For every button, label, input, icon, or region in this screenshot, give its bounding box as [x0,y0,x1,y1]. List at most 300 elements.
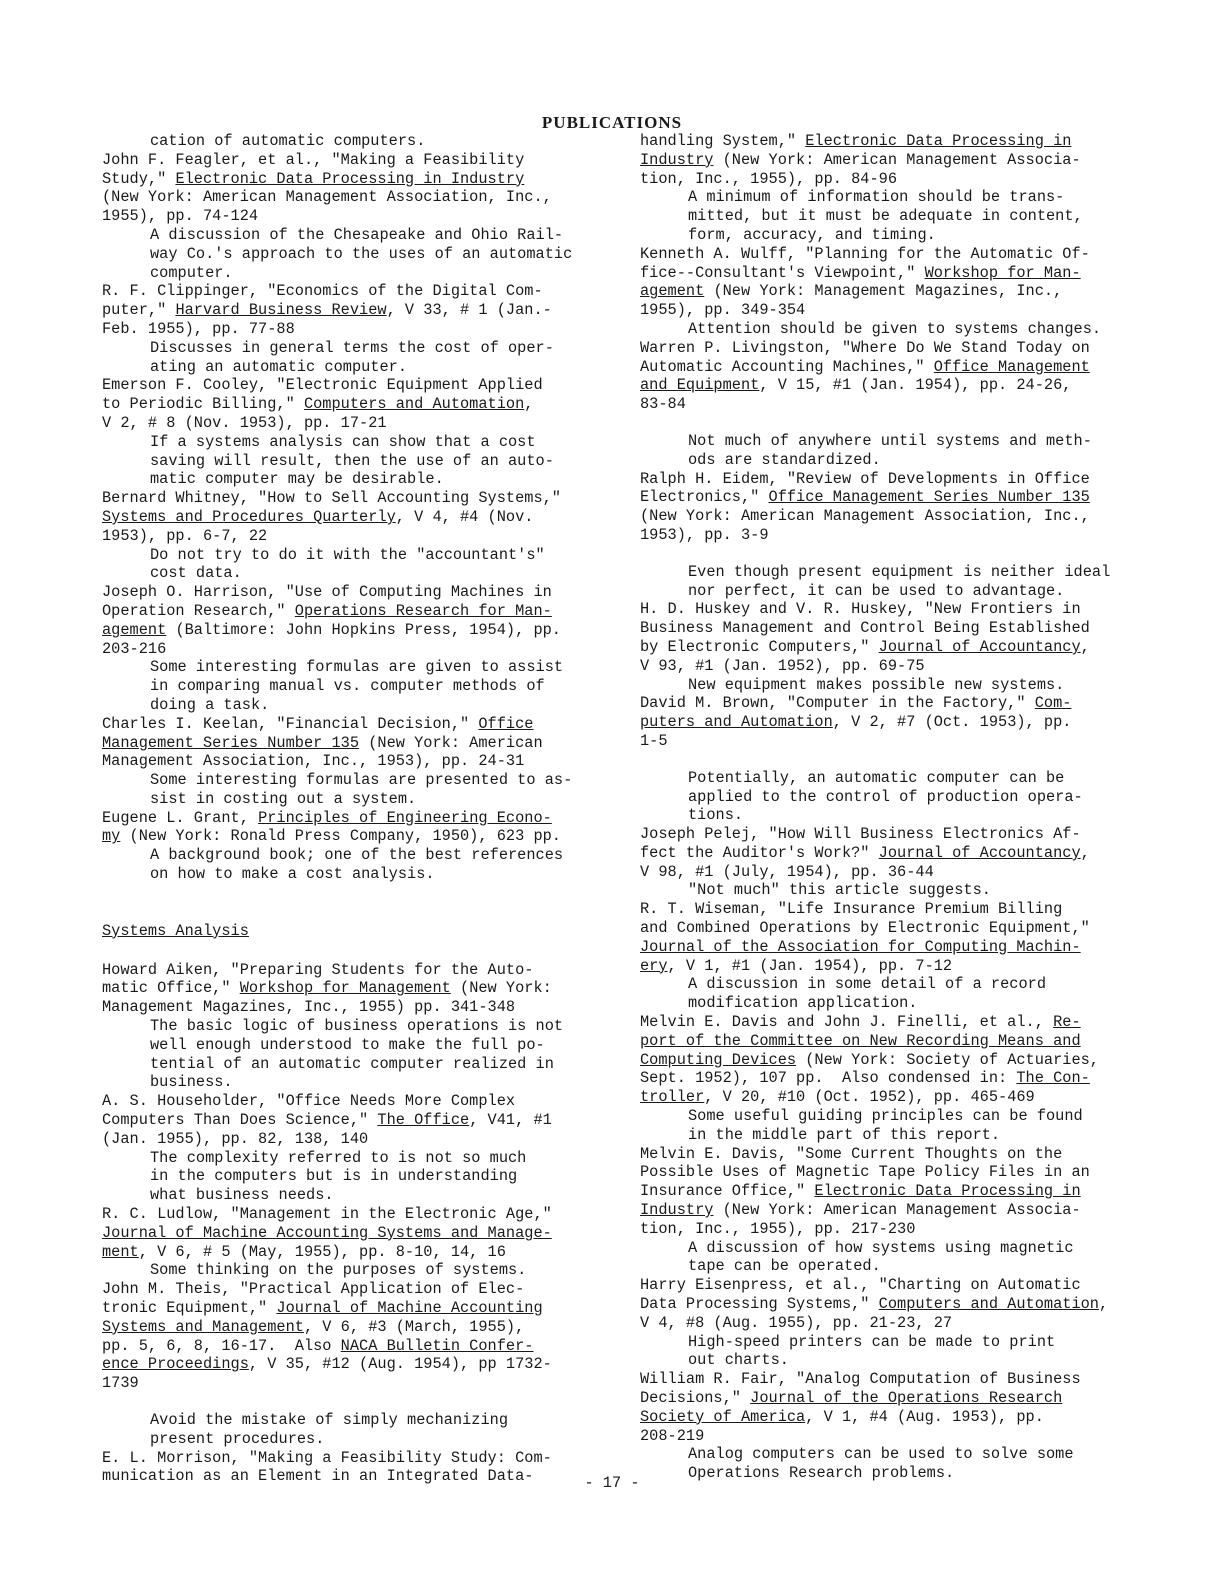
citation-line [640,132,1110,151]
annotation-line: business. [150,1073,233,1092]
bibliography-entry [640,132,1110,245]
citation-line [102,1130,572,1149]
bibliography-entry [102,583,572,715]
annotation-line: tape can be operated. [688,1257,881,1276]
annotation-line: A background book; one of the best references [150,846,564,865]
citation-line [640,395,1110,414]
citation-text: (New York: American Management Association, Inc., [102,188,552,207]
citation-line [640,1408,1110,1427]
citation-text: Management Magazines, Inc., 1955) pp. 341-348 [102,998,516,1017]
citation-text: , [1080,637,1090,656]
citation-line [640,1295,1110,1314]
citation-line [102,1449,572,1468]
citation-line [640,957,1110,976]
bibliography-entry [102,282,572,376]
citation-line [102,1205,572,1224]
citation-line [640,376,1110,395]
citation-text: , V 20, #10 (Oct. 1952), pp. 465-469 [704,1088,1035,1107]
bibliography-entry [640,1276,1110,1370]
annotation-line: matic computer may be desirable. [150,470,444,489]
citation-line [102,809,572,828]
citation-line [102,979,572,998]
section-header [102,922,572,941]
citation-text: William R. Fair, "Analog Computation of Business [640,1370,1081,1389]
publication-title: Electronic Data Processing in [814,1182,1081,1201]
entry-annotation [688,975,1110,1013]
citation-text: Decisions," [640,1389,751,1407]
bibliography-entry [102,489,572,583]
publication-title: Systems and Management [102,1317,304,1336]
citation-line [640,264,1110,283]
annotation-line: A discussion in some detail of a record [688,975,1047,994]
entry-annotation [150,1411,572,1449]
citation-text: Management Association, Inc., 1953), pp. 24-31 [102,752,525,771]
citation-text: Automatic Accounting Machines," [640,357,934,376]
citation-text: (New York: Ronald Press Company, 1950), 623 pp. [120,827,561,846]
left-column [102,132,572,1486]
citation-line [640,1069,1110,1088]
citation-line [102,752,572,771]
annotation-line: saving will result, then the use of an auto- [150,451,554,470]
citation-text: (Baltimore: John Hopkins Press, 1954), pp. [166,620,561,639]
citation-text: , V 6, #3 (March, 1955), [303,1317,525,1336]
citation-text: 1953), pp. 6-7, 22 [102,526,268,545]
citation-line [640,657,1110,676]
annotation-line: what business needs. [150,1186,334,1205]
bibliography-entry [640,339,1110,470]
page-title: PUBLICATIONS [541,113,683,132]
citation-line [102,301,572,320]
citation-text: 1953), pp. 3-9 [640,525,769,544]
citation-text: A. S. Householder, "Office Needs More Complex [102,1092,516,1111]
citation-line [102,602,572,621]
annotation-line: tential of an automatic computer realized in [150,1054,554,1073]
publication-title: Journal of Machine Accounting [276,1299,543,1318]
citation-text: 1739 [102,1374,139,1393]
citation-line [640,619,1110,638]
citation-text: , V 1, #4 (Aug. 1953), pp. [805,1407,1044,1426]
citation-text: Sept. 1952), 107 pp. Also condensed in: [640,1069,1017,1088]
citation-text: handling System," [640,132,806,150]
citation-text: , V41, #1 [469,1111,552,1130]
citation-line [102,395,572,414]
publication-title: ery [640,956,668,975]
citation-text: Computers Than Does Science," [102,1111,378,1130]
citation-line [640,732,1110,751]
citation-text: 1955), pp. 349-354 [640,301,806,320]
citation-line [102,527,572,546]
citation-text: 208-219 [640,1426,705,1445]
citation-line [102,827,572,846]
citation-line [640,358,1110,377]
annotation-line: way Co.'s approach to the uses of an automatic [150,244,573,263]
citation-line [640,507,1110,526]
bibliography-entry [102,376,572,489]
annotation-line: Some interesting formulas are presented to as- [150,771,573,790]
annotation-line: mitted, but it must be adequate in content, [688,207,1083,226]
annotation-line: Some thinking on the purposes of systems. [150,1261,527,1280]
citation-text: , V 35, #12 (Aug. 1954), pp 1732- [248,1355,552,1374]
citation-line [102,734,572,753]
annotation-line: New equipment makes possible new systems. [688,675,1065,694]
annotation-line: Operations Research problems. [688,1464,955,1483]
citation-text: fice--Consultant's Viewpoint," [640,263,925,282]
bibliography-entry [640,1370,1110,1483]
annotation-line: Some interesting formulas are given to assist [150,658,564,677]
annotation-line: Not much of anywhere until systems and meth- [688,431,1092,450]
publication-title: agement [640,282,705,301]
annotation-line: out charts. [688,1351,789,1370]
citation-line [640,245,1110,264]
citation-text: 1955), pp. 74-124 [102,207,259,226]
publication-title: Workshop for Man- [924,263,1081,282]
citation-line [102,961,572,980]
entry-annotation [688,881,1110,900]
citation-line [640,1370,1110,1389]
entry-annotation [150,1261,572,1280]
section-heading: Systems Analysis [102,921,249,940]
bibliography-entry [102,151,572,283]
citation-text: Feb. 1955), pp. 77-88 [102,319,295,338]
annotation-line: Some useful guiding principles can be found [688,1107,1083,1126]
entry-annotation [150,1017,572,1092]
annotation-line: Potentially, an automatic computer can be [688,768,1065,787]
publication-title: Computers and Automation [878,1295,1099,1314]
citation-text: Study," [102,169,176,188]
entry-annotation [150,226,572,282]
citation-line [102,207,572,226]
annotation-line: present procedures. [150,1429,325,1448]
publication-title: Industry [640,150,714,169]
citation-line [640,488,1110,507]
citation-text: Operation Research," [102,601,295,620]
continued-annotation: cation of automatic computers. [150,132,426,150]
citation-text: 1-5 [640,731,668,750]
annotation-line: A discussion of the Chesapeake and Ohio Rail- [150,225,564,244]
annotation-line: Analog computers can be used to solve some [688,1445,1074,1464]
citation-text: , V 4, #4 (Nov. [395,507,534,526]
annotation-line: modification application. [688,994,918,1013]
publication-title: my [102,827,121,846]
entry-annotation [688,676,1110,695]
citation-line [102,282,572,301]
citation-text: Charles I. Keelan, "Financial Decision," [102,714,479,733]
citation-line [640,938,1110,957]
annotation-line: High-speed printers can be made to print [688,1332,1056,1351]
citation-text: (New York: American Management Associa- [713,1201,1081,1220]
citation-line [102,583,572,602]
annotation-line: A discussion of how systems using magnetic [688,1238,1074,1257]
publication-title: Computers and Automation [303,395,525,414]
citation-text: Possible Uses of Magnetic Tape Policy Files in an [640,1163,1090,1182]
citation-text: Ralph H. Eidem, "Review of Developments in Office [640,469,1090,488]
citation-line [102,414,572,433]
citation-line [640,694,1110,713]
citation-text: (New York: American Management Associa- [713,150,1081,169]
citation-text: Harry Eisenpress, et al., "Charting on Automatic [640,1276,1081,1295]
bibliography-entry [640,694,1110,825]
citation-line [640,1145,1110,1164]
citation-text: , V 33, # 1 (Jan.- [386,301,552,320]
entry-annotation [150,546,572,584]
citation-line [102,151,572,170]
bibliography-entry [640,1013,1110,1145]
entry-annotation [688,1107,1110,1145]
citation-text: , V 1, #1 (Jan. 1954), pp. 7-12 [667,956,953,975]
citation-line [640,638,1110,657]
citation-text: (New York: American Management Association, Inc., [640,507,1090,526]
citation-text: matic Office," [102,979,240,998]
annotation-line: "Not much" this article suggests. [688,881,991,900]
citation-text: tion, Inc., 1955), pp. 84-96 [640,169,898,188]
annotation-line: sist in costing out a system. [150,789,417,808]
citation-line [640,1051,1110,1070]
entry-annotation [150,771,572,809]
publication-title: port of the Committee on New Recording Means and [640,1031,1081,1050]
annotation-line: well enough understood to make the full po- [150,1035,545,1054]
annotation-line: form, accuracy, and timing. [688,225,936,244]
citation-text: munication as an Element in an Integrated Data- [102,1467,534,1486]
citation-line [102,998,572,1017]
citation-line [102,1299,572,1318]
citation-line [640,600,1110,619]
publication-title: Re- [1053,1013,1081,1032]
citation-text: Howard Aiken, "Preparing Students for the Auto- [102,960,534,979]
citation-line [640,1220,1110,1239]
bibliography-entry [640,600,1110,694]
citation-line [102,640,572,659]
publication-title: Society of America [640,1407,806,1426]
citation-text: Joseph Pelej, "How Will Business Electronics Af- [640,825,1081,844]
right-column [640,132,1110,1483]
citation-line [640,1201,1110,1220]
bibliography-entry [640,245,1110,339]
citation-text: , V 6, # 5 (May, 1955), pp. 8-10, 14, 16 [138,1242,506,1261]
bibliography-entry [640,1145,1110,1277]
citation-line [640,282,1110,301]
citation-line [640,339,1110,358]
citation-text: Business Management and Control Being Established [640,619,1090,638]
citation-line [102,1092,572,1111]
publication-title: Journal of Machine Accounting Systems and Manage- [102,1223,552,1242]
publication-title: Journal of the Operations Research [750,1389,1063,1407]
citation-text: , V 15, #1 (Jan. 1954), pp. 24-26, [759,376,1072,395]
annotation-line: in the middle part of this report. [688,1125,1001,1144]
annotation-line: The basic logic of business operations is not [150,1017,564,1036]
entry-annotation [688,769,1110,825]
citation-text: , [524,395,534,414]
citation-text: Insurance Office," [640,1182,815,1201]
citation-line [102,188,572,207]
annotation-line: cost data. [150,564,242,583]
publication-title: agement [102,620,167,639]
citation-line [102,715,572,734]
citation-text: Kenneth A. Wulff, "Planning for the Automatic Of- [640,244,1090,263]
annotation-line: Do not try to do it with the "accountant's" [150,545,545,564]
citation-text: Warren P. Livingston, "Where Do We Stand Today on [640,338,1090,357]
citation-line [102,1337,572,1356]
citation-text: tronic Equipment," [102,1299,277,1318]
citation-line [640,919,1110,938]
entry-annotation [150,339,572,377]
citation-text: V 2, # 8 (Nov. 1953), pp. 17-21 [102,413,387,432]
publication-title: and Equipment [640,376,760,395]
publication-title: Journal of the Association for Computing Machin- [640,937,1081,956]
citation-text: V 4, #8 (Aug. 1955), pp. 21-23, 27 [640,1313,953,1332]
annotation-line: The complexity referred to is not so much [150,1148,527,1167]
citation-line [640,301,1110,320]
citation-line [640,1314,1110,1333]
publication-title: Principles of Engineering Econo- [258,808,552,827]
citation-line [102,1355,572,1374]
citation-line [640,844,1110,863]
publication-title: ence Proceedings [102,1355,249,1374]
citation-line [102,376,572,395]
citation-line [640,1427,1110,1446]
annotation-line: applied to the control of production opera- [688,787,1083,806]
citation-line [640,470,1110,489]
citation-text: E. L. Morrison, "Making a Feasibility Study: Com- [102,1448,552,1467]
entry-annotation [688,320,1110,339]
annotation-line: on how to make a cost analysis. [150,865,435,884]
publication-title: Journal of Accountancy [878,843,1081,862]
citation-text: Joseph O. Harrison, "Use of Computing Machines in [102,583,552,602]
citation-text: Eugene L. Grant, [102,808,259,827]
citation-line [102,1243,572,1262]
entry-annotation [150,658,572,714]
annotation-line: Avoid the mistake of simply mechanizing [150,1411,509,1429]
publication-title: Industry [640,1201,714,1220]
citation-text: R. T. Wiseman, "Life Insurance Premium Billing [640,900,1063,919]
citation-text: John M. Theis, "Practical Application of Elec- [102,1280,525,1299]
annotation-line: If a systems analysis can show that a cost [150,432,536,451]
annotation-line: ods are standardized. [688,450,881,469]
citation-text: Electronics," [640,488,769,507]
citation-line [640,825,1110,844]
annotation-line: in the computers but is in understanding [150,1167,518,1186]
citation-text: puter," [102,301,176,320]
citation-line [640,151,1110,170]
citation-text: John F. Feagler, et al., "Making a Feasibility [102,150,525,169]
citation-line [102,1374,572,1393]
citation-text: Data Processing Systems," [640,1295,879,1314]
bibliography-entry [102,1205,572,1280]
publication-title: Operations Research for Man- [294,601,552,620]
entry-annotation [150,846,572,884]
annotation-line: Discusses in general terms the cost of oper- [150,338,554,357]
citation-text: and Combined Operations by Electronic Equipment," [640,919,1090,938]
citation-line [640,713,1110,732]
annotation-line: tions. [688,806,744,825]
citation-line [102,621,572,640]
annotation-line: doing a task. [150,695,270,714]
bibliography-entry [102,961,572,1093]
entry-annotation [688,563,1110,601]
publication-title: Office [478,714,534,733]
citation-line [102,1111,572,1130]
citation-text: David M. Brown, "Computer in the Factory," [640,694,1035,713]
publication-title: troller [640,1088,705,1107]
publication-title: The Office [377,1111,470,1130]
citation-text: Emerson F. Cooley, "Electronic Equipment Applied [102,376,543,395]
citation-text: Melvin E. Davis, "Some Current Thoughts on the [640,1144,1063,1163]
citation-text: to Periodic Billing," [102,395,304,414]
annotation-line: A minimum of information should be trans- [688,188,1065,207]
citation-line [102,508,572,527]
citation-line [102,489,572,508]
citation-text: fect the Auditor's Work?" [640,843,879,862]
entry-annotation [150,1149,572,1205]
citation-text: (Jan. 1955), pp. 82, 138, 140 [102,1129,369,1148]
entry-annotation [688,1239,1110,1277]
citation-text: R. F. Clippinger, "Economics of the Digital Com- [102,282,543,301]
citation-line [640,1389,1110,1408]
page-number: - 17 - [584,1474,640,1492]
citation-line [640,170,1110,189]
entry-annotation [150,433,572,489]
citation-line [102,1280,572,1299]
citation-line [640,526,1110,545]
citation-text: H. D. Huskey and V. R. Huskey, "New Frontiers in [640,600,1081,619]
annotation-line: nor perfect, it can be used to advantage. [688,581,1065,600]
bibliography-entry [102,1280,572,1448]
citation-text: by Electronic Computers," [640,637,879,656]
citation-text: (New York: Management Magazines, Inc., [704,282,1063,301]
citation-line [640,1182,1110,1201]
citation-line [640,1088,1110,1107]
citation-line [640,900,1110,919]
citation-text: , V 2, #7 (Oct. 1953), pp. [832,713,1072,732]
citation-text: (New York: Society of Actuaries, [796,1050,1099,1069]
citation-line [640,1276,1110,1295]
bibliography-entry [102,1092,572,1205]
citation-line [640,863,1110,882]
publication-title: puters and Automation [640,713,833,732]
citation-text: , [1080,843,1090,862]
citation-line [102,1318,572,1337]
citation-text: tion, Inc., 1955), pp. 217-230 [640,1219,916,1238]
citation-text: V 98, #1 (July, 1954), pp. 36-44 [640,862,934,881]
citation-text: Bernard Whitney, "How to Sell Accounting Systems," [102,489,561,508]
citation-text: 203-216 [102,639,167,658]
citation-line [640,1163,1110,1182]
publication-title: Electronic Data Processing in [805,132,1072,150]
citation-text: (New York: American [359,733,543,752]
citation-text: 83-84 [640,395,686,414]
publication-title: The Con- [1016,1069,1090,1088]
bibliography-entry [102,809,572,884]
citation-line [102,1224,572,1243]
bibliography-entry [102,715,572,809]
annotation-line: Even though present equipment is neither ideal [688,562,1111,581]
annotation-line: Attention should be given to systems changes. [688,319,1102,338]
citation-text: pp. 5, 6, 8, 16-17. Also [102,1336,341,1355]
annotation-line: ating an automatic computer. [150,357,408,376]
citation-text: (New York: [450,979,552,998]
bibliography-entry [640,825,1110,900]
publication-title: Office Management Series Number 135 [768,488,1090,507]
entry-annotation [688,432,1110,470]
citation-text: R. C. Ludlow, "Management in the Electronic Age," [102,1205,552,1224]
publication-title: Computing Devices [640,1050,797,1069]
citation-text: , [1098,1295,1109,1314]
entry-annotation [688,1333,1110,1371]
publication-title: Systems and Procedures Quarterly [102,507,396,526]
citation-text: V 93, #1 (Jan. 1952), pp. 69-75 [640,656,925,675]
publication-title: Workshop for Management [239,979,451,998]
entry-annotation [688,188,1110,244]
publication-title: Harvard Business Review [175,301,387,320]
